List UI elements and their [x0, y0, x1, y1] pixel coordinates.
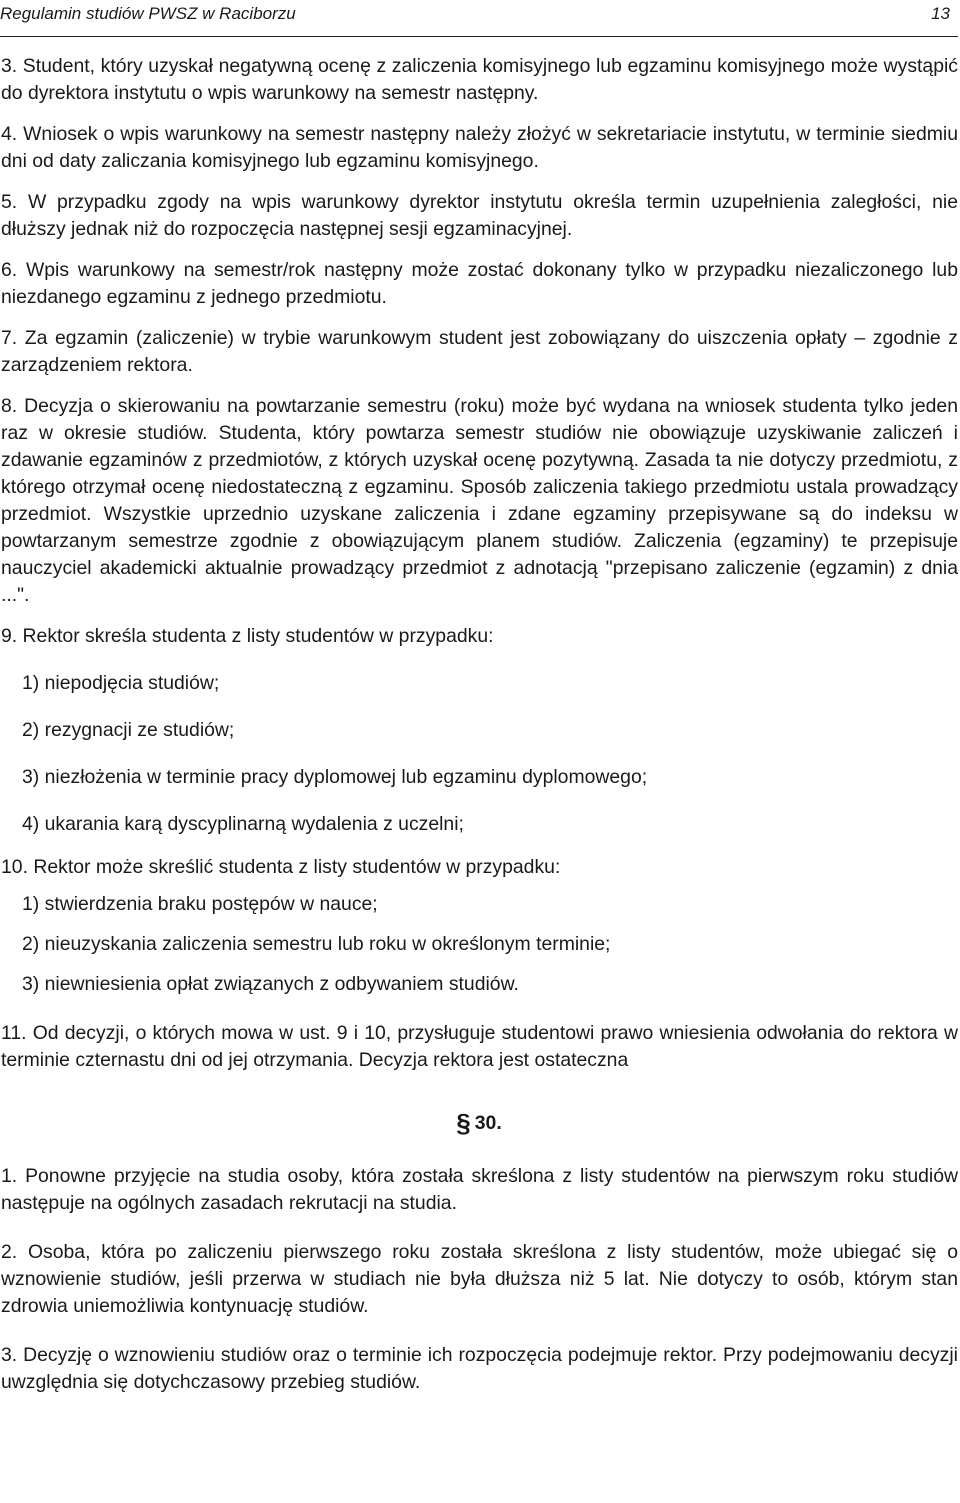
section-30-paragraph-2: 2. Osoba, która po zaliczeniu pierwszego roku została skreślona z listy studentów, może ubiegać się o wznowienie studiów, jeśli przerwa w studiach nie była dłuższa niż 5 lat. Nie dotyczy to osób, którym stan zdrowia uniemożliwia kontynuację studiów. [1, 1241, 958, 1317]
list-item: 3) niewniesienia opłat związanych z odbywaniem studiów. [22, 973, 519, 995]
page-header [0, 0, 958, 37]
paragraph-9-intro: 9. Rektor skreśla studenta z listy studentów w przypadku: [1, 625, 494, 647]
optional-removal-reasons-list [0, 891, 958, 998]
paragraph-5: 5. W przypadku zgody na wpis warunkowy dyrektor instytutu określa termin uzupełnienia zaległości, nie dłuższy jednak niż do rozpoczęcia następnej sesji egzaminacyjnej. [1, 191, 958, 240]
list-item: 3) niezłożenia w terminie pracy dyplomowej lub egzaminu dyplomowego; [22, 766, 648, 788]
list-item: 4) ukarania karą dyscyplinarną wydalenia z uczelni; [22, 813, 464, 835]
paragraph-7: 7. Za egzamin (zaliczenie) w trybie warunkowym student jest zobowiązany do uiszczenia opłaty – zgodnie z zarządzeniem rektora. [1, 327, 958, 376]
paragraph-6: 6. Wpis warunkowy na semestr/rok następny może zostać dokonany tylko w przypadku niezaliczonego lub niezdanego egzaminu z jednego przedmiotu. [1, 259, 958, 308]
page-number: 13 [931, 4, 950, 23]
section-30-paragraph-1: 1. Ponowne przyjęcie na studia osoby, która została skreślona z listy studentów na pierwszym roku studiów następuje na ogólnych zasadach rekrutacji na studia. [1, 1165, 958, 1214]
section-heading [0, 1110, 958, 1137]
paragraph-3: 3. Student, który uzyskał negatywną ocenę z zaliczenia komisyjnego lub egzaminu komisyjnego może wystąpić do dyrektora instytutu o wpis warunkowy na semestr następny. [1, 55, 958, 104]
list-item: 1) niepodjęcia studiów; [22, 672, 220, 694]
document-body [0, 53, 958, 1396]
paragraph-4: 4. Wniosek o wpis warunkowy na semestr następny należy złożyć w sekretariacie instytutu, w terminie siedmiu dni od daty zaliczania komisyjnego lub egzaminu komisyjnego. [1, 123, 958, 172]
list-item: 1) stwierdzenia braku postępów w nauce; [22, 893, 378, 915]
header-title: Regulamin studiów PWSZ w Raciborzu [0, 4, 296, 23]
removal-reasons-list [0, 670, 958, 838]
paragraph-10-intro: 10. Rektor może skreślić studenta z listy studentów w przypadku: [1, 856, 561, 878]
list-item: 2) nieuzyskania zaliczenia semestru lub roku w określonym terminie; [22, 933, 611, 955]
list-item: 2) rezygnacji ze studiów; [22, 719, 235, 741]
paragraph-11: 11. Od decyzji, o których mowa w ust. 9 i 10, przysługuje studentowi prawo wniesienia odwołania do rektora w terminie czternastu dni od jej otrzymania. Decyzja rektora jest ostateczna [1, 1022, 958, 1071]
section-sign: § [456, 1108, 471, 1138]
section-number: 30. [474, 1112, 502, 1134]
section-30-paragraph-3: 3. Decyzję o wznowieniu studiów oraz o terminie ich rozpoczęcia podejmuje rektor. Przy podejmowaniu decyzji uwzględnia się dotychczasowy przebieg studiów. [1, 1344, 958, 1393]
paragraph-8: 8. Decyzja o skierowaniu na powtarzanie semestru (roku) może być wydana na wniosek studenta tylko jeden raz w okresie studiów. Studenta, który powtarza semestr studiów nie obowiązuje uzyskiwanie zaliczeń i zdawanie egzaminów z przedmiotów, z których uzyskał ocenę pozytywną. Zasada ta nie dotyczy przedmiotu, z którego otrzymał ocenę niedostateczną z egzaminu. Sposób zaliczenia takiego przedmiotu ustala prowadzący przedmiot. Wszystkie uprzednio uzyskane zaliczenia i zdane egzaminy przepisywane są do indeksu w powtarzanym semestrze zgodnie z obowiązującym planem studiów. Zaliczenia (egzaminy) te przepisuje nauczyciel akademicki aktualnie prowadzący przedmiot z adnotacją "przepisano zaliczenie (egzamin) z dnia ...". [1, 395, 958, 606]
